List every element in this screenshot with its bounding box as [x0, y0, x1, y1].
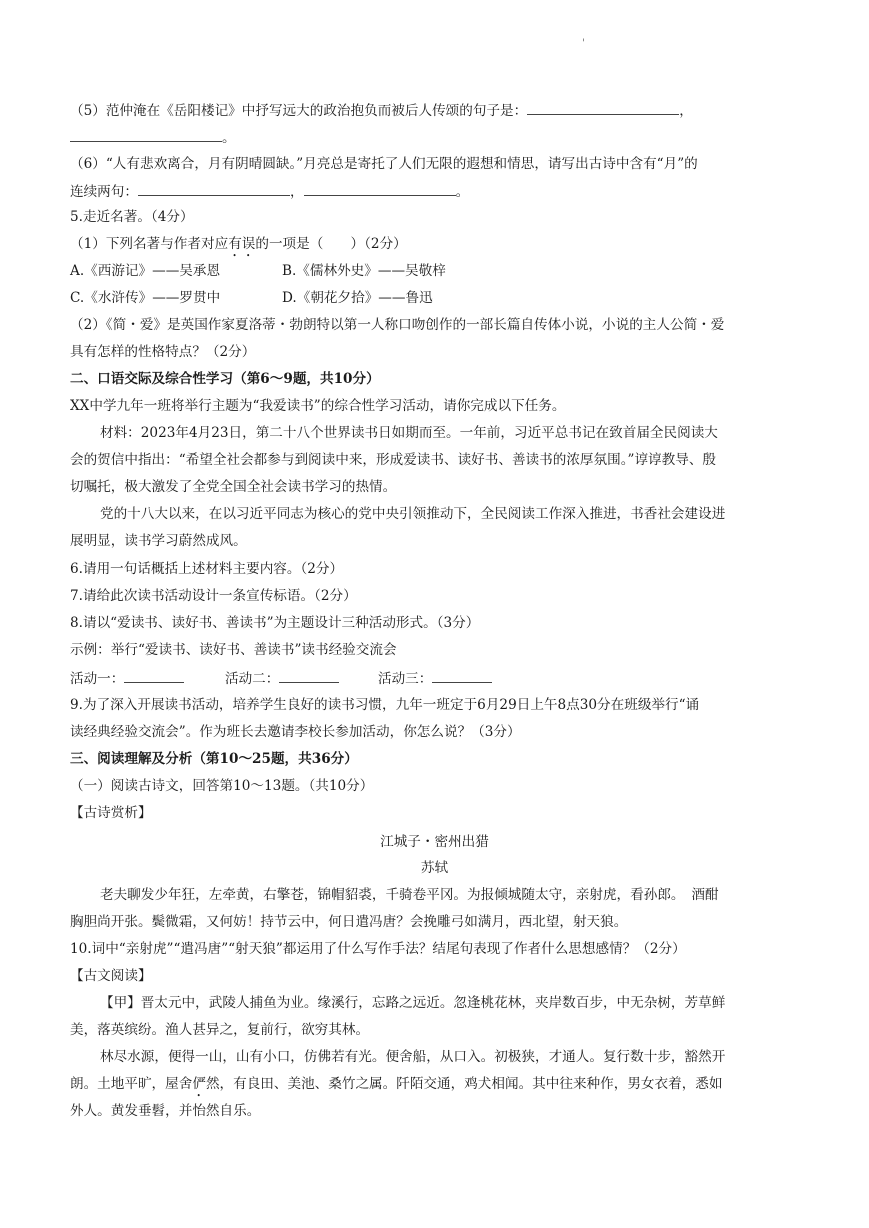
option-a[interactable]: A.《西游记》——吴承恩: [70, 263, 221, 279]
answer-blank[interactable]: [304, 181, 456, 196]
q5-options-row2: [70, 288, 805, 308]
jia-line3: 林尽水源，便得一山，山有小口，仿佛若有光。便舍船，从口入。初极狭，才通人。复行数十步，豁然开: [100, 1049, 726, 1065]
q5-options-row1: [70, 261, 805, 281]
poem-line1: 老夫聊发少年狂，左牵黄，右擎苍，锦帽貂裘，千骑卷平冈。为报倾城随太守，亲射虎，看孙郎。 酒酣: [100, 887, 719, 903]
jia-line4: 朗。土地平旷，屋舍俨然，有良田、美池、桑竹之属。阡陌交通，鸡犬相闻。其中往来种作，男女衣着，悉如: [70, 1076, 723, 1092]
poem-title: 江城子・密州出猎: [380, 834, 489, 850]
page-mark: ': [582, 38, 585, 49]
question-9-line1: 9.为了深入开展读书活动，培养学生良好的读书习惯，九年一班定于6月29日上午8点30分在班级举行“诵: [70, 697, 700, 713]
q5-title: 5.走近名著。（4分）: [70, 209, 194, 225]
answer-blank[interactable]: [279, 668, 339, 683]
material-p1-l2: 会的贺信中指出：“希望全社会都参与到阅读中来，形成爱读书、读好书、善读书的浓厚氛围。”谆谆教导、殷: [70, 452, 717, 468]
q4-item5-cont: 。: [70, 127, 805, 148]
answer-blank[interactable]: [138, 181, 290, 196]
section3-heading: 三、阅读理解及分析（第10～25题，共36分）: [70, 751, 358, 767]
q4-item6-line1: （6）“人有悲欢离合，月有阴晴圆缺。”月亮总是寄托了人们无限的遐想和情思，请写出古诗中含有“月”的: [70, 156, 698, 172]
answer-blank[interactable]: [70, 127, 222, 142]
question-10: 10.词中“亲射虎”“遣冯唐”“射天狼”都运用了什么写作手法？结尾句表现了作者什么思想感情？（2分）: [70, 941, 686, 957]
option-c[interactable]: C.《水浒传》——罗贯中: [70, 290, 221, 306]
material-p2-l1: 党的十八大以来，在以习近平同志为核心的党中央引领推动下，全民阅读工作深入推进，书香社会建设进: [100, 506, 726, 522]
q5-sub2-line2: 具有怎样的性格特点？（2分）: [70, 344, 256, 360]
activity-2: 活动二：: [225, 668, 378, 689]
prose-label: 【古文阅读】: [70, 968, 152, 984]
poem-line2: 胸胆尚开张。鬓微霜，又何妨！持节云中，何日遣冯唐？会挽雕弓如满月，西北望，射天狼。: [70, 914, 628, 930]
option-d[interactable]: D.《朝花夕拾》——鲁迅: [282, 290, 433, 306]
activity-1: 活动一：: [70, 668, 225, 689]
material-p2-l2: 展明显，读书学习蔚然成风。: [70, 533, 247, 549]
q4-item5: （5）范仲淹在《岳阳楼记》中抒写远大的政治抱负而被后人传颂的句子是： ，: [70, 100, 805, 121]
answer-blank[interactable]: [124, 668, 184, 683]
question-9-line2: 读经典经验交流会”。作为班长去邀请李校长参加活动，你怎么说？（3分）: [70, 724, 521, 740]
jia-line2: 美，落英缤纷。渔人甚异之，复前行，欲穷其林。: [70, 1022, 370, 1038]
question-8: 8.请以“爱读书、读好书、善读书”为主题设计三种活动形式。（3分）: [70, 615, 480, 631]
poem-author: 苏轼: [420, 860, 449, 876]
section2-intro: XX中学九年一班将举行主题为“我爱读书”的综合性学习活动，请你完成以下任务。: [70, 398, 566, 414]
jia-line5: 外人。黄发垂髫，并怡然自乐。: [70, 1103, 261, 1119]
q4-item6-line2: 连续两句： ， 。: [70, 181, 805, 202]
q5-sub2-line1: （2）《简・爱》是英国作家夏洛蒂・勃朗特以第一人称口吻创作的一部长篇自传体小说，小说的主人公简・爱: [70, 317, 725, 333]
section3-part1: （一）阅读古诗文，回答第10～13题。（共10分）: [70, 778, 374, 794]
answer-blank[interactable]: [527, 100, 679, 115]
poem-label: 【古诗赏析】: [70, 805, 152, 821]
answer-blank[interactable]: [432, 668, 492, 683]
q5-sub1: （1）下列名著与作者对应有误的一项是（ ）（2分）: [70, 236, 407, 252]
material-p1-l3: 切嘱托，极大激发了全党全国全社会读书学习的热情。: [70, 479, 397, 495]
question-8-example: 示例：举行“爱读书、读好书、善读书”读书经验交流会: [70, 642, 397, 658]
question-6: 6.请用一句话概括上述材料主要内容。（2分）: [70, 561, 344, 577]
activity-3: 活动三：: [378, 668, 492, 689]
question-7: 7.请给此次读书活动设计一条宣传标语。（2分）: [70, 588, 357, 604]
material-p1-l1: 材料：2023年4月23日，第二十八个世界读书日如期而至。一年前，习近平总书记在致首届全民阅读大: [100, 425, 718, 441]
section2-heading: 二、口语交际及综合性学习（第6～9题，共10分）: [70, 371, 380, 387]
activities-row: [70, 668, 805, 689]
option-b[interactable]: B.《儒林外史》——吴敬梓: [282, 263, 446, 279]
jia-line1: 【甲】晋太元中，武陵人捕鱼为业。缘溪行，忘路之远近。忽逢桃花林，夹岸数百步，中无杂树，芳草鲜: [100, 995, 726, 1011]
